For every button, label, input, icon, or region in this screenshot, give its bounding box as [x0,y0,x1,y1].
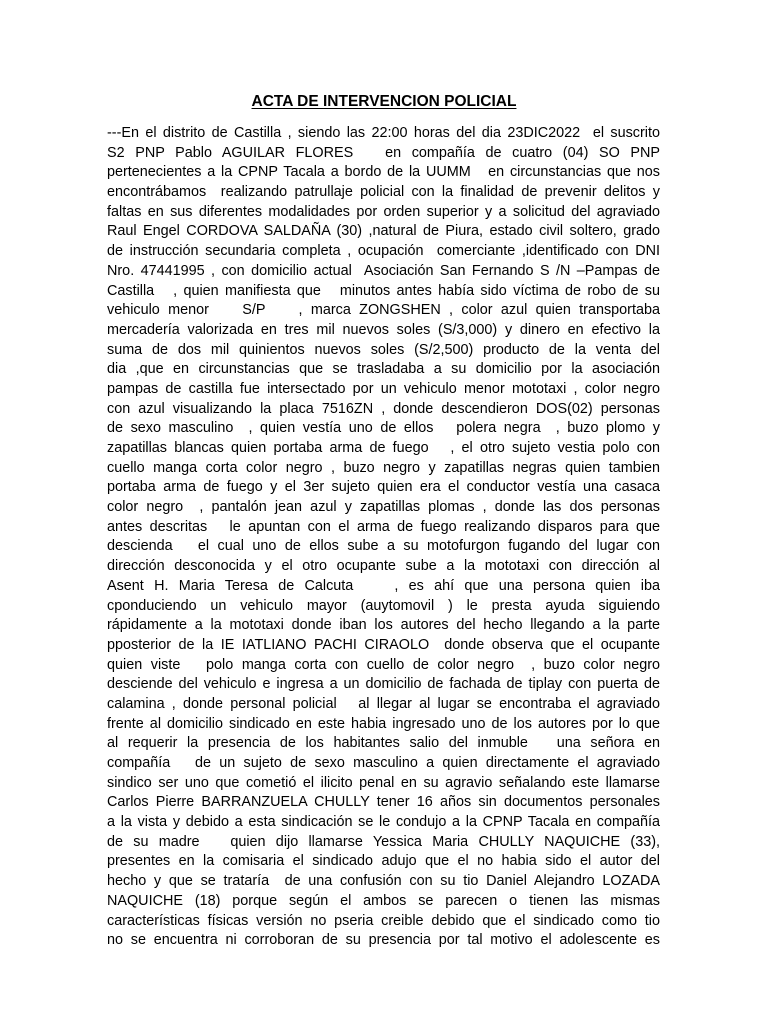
body-line: zapatillas blancas quien portaba arma de fuego , el otro sujeto vestia polo con [107,440,660,456]
body-line: quien viste polo manga corta con cuello de color negro , buzo color negro [107,656,660,673]
body-line: características físicas versión no pseria creible debido que el sindicado como tio [107,912,660,929]
body-line: pampas de castilla fue intersectado por un vehiculo menor mototaxi , color negro [107,380,660,397]
body-line: de su madre quien dijo llamarse Yessica Maria CHULLY NAQUICHE (33), [107,833,660,850]
body-line: vehiculo menor S/P , marca ZONGSHEN , color azul quien transportaba [107,302,660,319]
body-line: desciende del vehiculo e ingresa a un domicilio de fachada de tiplay con puerta de [107,676,660,693]
body-line: compañía de un sujeto de sexo masculino a quien directamente el agraviado [107,755,660,771]
body-line: al requerir la presencia de los habitantes salio del inmuble una señora en [107,735,660,752]
body-line: rápidamente a la mototaxi donde iban los autores del hecho llegando a la parte [107,617,660,634]
body-line: no se encuentra ni corroboran de su presencia por tal motivo el adolescente es [107,932,660,949]
document-body [107,124,660,951]
body-line: encontrábamos realizando patrullaje policial con la finalidad de prevenir delitos y [107,184,660,201]
body-line: mercadería valorizada en tres mil nuevos soles (S/3,000) y dinero en efectivo la [107,321,660,338]
body-line: NAQUICHE (18) porque según el ambos se parecen o tienen las mismas [107,892,660,909]
document-title: ACTA DE INTERVENCION POLICIAL [251,93,517,110]
body-line: suma de dos mil quinientos nuevos soles (S/2,500) producto de la venta del [107,341,660,358]
body-line: calamina , donde personal policial al llegar al lugar se encontraba el agraviado [107,695,660,712]
body-line: frente al domicilio sindicado en este habia ingresado uno de los autores por lo que [107,715,660,732]
body-line: dia ,que en circunstancias que se trasladaba a su domicilio por la asociación [107,361,660,378]
body-line: presentes en la comisaria el sindicado adujo que el no habia sido el autor del [107,853,660,870]
body-line: descienda el cual uno de ellos sube a su motofurgon fugando del lugar con [107,538,660,555]
body-line: Asent H. Maria Teresa de Calcuta , es ahí que una persona quien iba [107,577,660,594]
body-line: con azul visualizando la placa 7516ZN , donde descendieron DOS(02) personas [107,400,660,417]
body-line: Nro. 47441995 , con domicilio actual Asociación San Fernando S /N –Pampas de [107,262,660,279]
body-line: pertenecientes a la CPNP Tacala a bordo de la UUMM en circunstancias que nos [107,164,660,181]
body-line: color negro , pantalón jean azul y zapatillas plomas , donde las dos personas [107,499,660,516]
body-line: Raul Engel CORDOVA SALDAÑA (30) ,natural de Piura, estado civil soltero, grado [107,223,660,240]
body-line: cponduciendo un vehiculo mayor (auytomovil ) le presta ayuda siguiendo [107,597,660,614]
body-line: antes descritas le apuntan con el arma de fuego realizando disparos para que [107,518,660,535]
body-line: sindico ser uno que cometió el ilicito penal en su agravio señalando este llamarse [107,774,660,791]
body-line: cuello manga corta color negro , buzo negro y zapatillas negras quien tambien [107,459,660,476]
body-line: ---En el distrito de Castilla , siendo las 22:00 horas del dia 23DIC2022 el suscrito [107,125,660,141]
body-line: faltas en sus diferentes modalidades por orden superior y a solicitud del agraviado [107,203,660,220]
body-line: portaba arma de fuego y el 3er sujeto quien era el conductor vestía una casaca [107,479,660,496]
body-line: S2 PNP Pablo AGUILAR FLORES en compañía de cuatro (04) SO PNP [107,144,660,161]
body-line: a la vista y debido a esta sindicación se le condujo a la CPNP Tacala en compañía [107,814,660,831]
body-line: pposterior de la IE IATLIANO PACHI CIRAOLO donde observa que el ocupante [107,636,660,653]
body-line: hecho y que se trataría de una confusión con su tio Daniel Alejandro LOZADA [107,873,660,890]
body-line: Carlos Pierre BARRANZUELA CHULLY tener 16 años sin documentos personales [107,794,660,811]
body-line: Castilla , quien manifiesta que minutos antes había sido víctima de robo de su [107,282,660,299]
body-line: de sexo masculino , quien vestía uno de ellos polera negra , buzo plomo y [107,420,660,437]
body-line: de instrucción secundaria completa , ocupación comerciante ,identificado con DNI [107,243,660,260]
body-line: dirección desconocida y el otro ocupante sube a la mototaxi con dirección al [107,558,660,575]
